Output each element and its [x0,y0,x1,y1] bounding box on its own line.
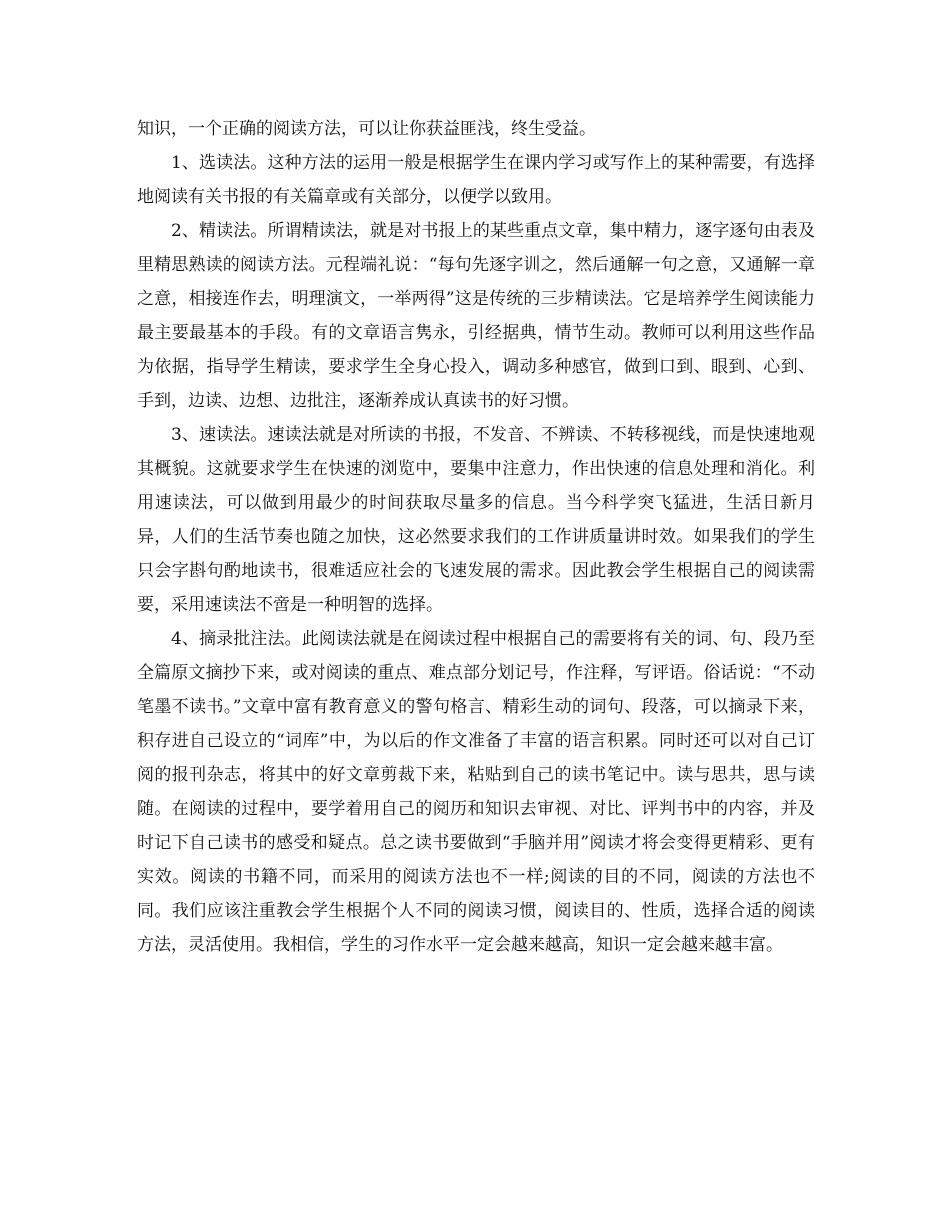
paragraph-intro: 知识，一个正确的阅读方法，可以让你获益匪浅，终生受益。 [137,119,596,139]
paragraph-excerpt-annotation: 4、摘录批注法。此阅读法就是在阅读过程中根据自己的需要将有关的词、句、段乃至全篇原文摘抄下来，或对阅读的重点、难点部分划记号，作注释，写评语。俗话说：“不动笔墨不读书。”文章中富有教育意义的警句格言、精彩生动的词句、段落，可以摘录下来，积存进自己设立的“词库”中，为以后的作文准备了丰富的语言积累。同时还可以对自己订阅的报刊杂志，将其中的好文章剪裁下来，粘贴到自己的读书笔记中。读与思共，思与读随。在阅读的过程中，要学着用自己的阅历和知识去审视、对比、评判书中的内容，并及时记下自己读书的感受和疑点。总之读书要做到“手脑并用”阅读才将会变得更精彩、更有实效。阅读的书籍不同，而采用的阅读方法也不一样;阅读的目的不同，阅读的方法也不同。我们应该注重教会学生根据个人不同的阅读习惯，阅读目的、性质，选择合适的阅读方法，灵活使用。我相信，学生的习作水平一定会越来越高，知识一定会越来越丰富。 [137,629,815,955]
paragraph-selective-reading: 1、选读法。这种方法的运用一般是根据学生在课内学习或写作上的某种需要，有选择地阅读有关书报的有关篇章或有关部分，以便学以致用。 [137,153,815,207]
document-body [137,112,815,962]
paragraph-intensive-reading: 2、精读法。所谓精读法，就是对书报上的某些重点文章，集中精力，逐字逐句由表及里精思熟读的阅读方法。元程端礼说：“每句先逐字训之，然后通解一句之意，又通解一章之意，相接连作去，明理演文，一举两得”这是传统的三步精读法。它是培养学生阅读能力最主要最基本的手段。有的文章语言隽永，引经据典，情节生动。教师可以利用这些作品为依据，指导学生精读，要求学生全身心投入，调动多种感官，做到口到、眼到、心到、手到，边读、边想、边批注，逐渐养成认真读书的好习惯。 [137,221,815,411]
paragraph-speed-reading: 3、速读法。速读法就是对所读的书报，不发音、不辨读、不转移视线，而是快速地观其概貌。这就要求学生在快速的浏览中，要集中注意力，作出快速的信息处理和消化。利用速读法，可以做到用最少的时间获取尽量多的信息。当今科学突飞猛进，生活日新月异，人们的生活节奏也随之加快，这必然要求我们的工作讲质量讲时效。如果我们的学生只会字斟句酌地读书，很难适应社会的飞速发展的需求。因此教会学生根据自己的阅读需要，采用速读法不啻是一种明智的选择。 [137,425,815,615]
